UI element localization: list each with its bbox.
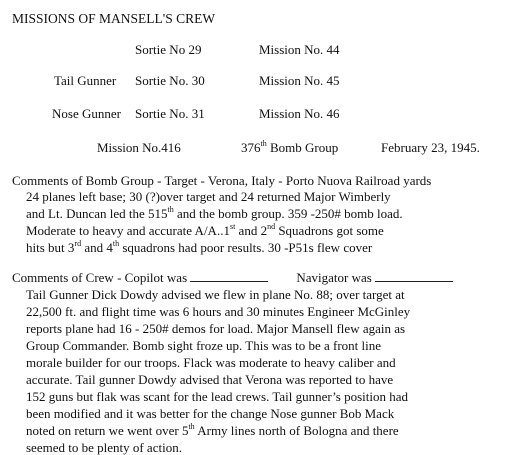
mission-45: Mission No. 45	[259, 73, 340, 88]
copilot-blank	[190, 281, 268, 282]
crew-line: morale builder for our troops. Flack was moderate to heavy caliber and	[26, 355, 396, 370]
role-nose-gunner: Nose Gunner	[52, 106, 121, 121]
sortie-30: Sortie No. 30	[135, 73, 205, 88]
mission-46: Mission No. 46	[259, 106, 340, 121]
crew-line: accurate. Tail gunner Dowdy advised that Verona was reported to have	[26, 372, 394, 387]
bomb-group-line: 24 planes left base; 30 (?)over target and 24 returned Major Wimberly	[26, 189, 391, 204]
navigator-blank	[375, 281, 453, 282]
crew-line: reports plane had 16 - 250# demos for load. Major Mansell flew again as	[26, 321, 406, 336]
page-title: MISSIONS OF MANSELL'S CREW	[12, 11, 216, 26]
bomb-group-line: Moderate to heavy and accurate A/A..1st and 2nd Squadrons got some	[26, 221, 384, 238]
sortie-29: Sortie No 29	[135, 42, 202, 57]
crew-line: Tail Gunner Dick Dowdy advised we flew in plane No. 88; over target at	[26, 287, 405, 302]
mission-44: Mission No. 44	[259, 42, 340, 57]
bomb-group-line: hits but 3rd and 4th squadrons had poor results. 30 -P51s flew cover	[26, 238, 373, 255]
bomb-group-heading: Comments of Bomb Group - Target - Verona, Italy - Porto Nuova Railroad yards	[12, 173, 432, 188]
crew-line: 22,500 ft. and flight time was 6 hours and 30 minutes Engineer McGinley	[26, 304, 411, 319]
bomb-group: 376th Bomb Group	[241, 138, 339, 155]
crew-line: noted on return we went over 5th Army lines north of Bologna and there	[26, 421, 399, 438]
bomb-group-line: and Lt. Duncan led the 515th and the bomb group. 359 -250# bomb load.	[26, 204, 403, 221]
crew-line: 152 guns but flak was scant for the lead crews. Tail gunner’s position had	[26, 389, 409, 404]
sortie-31: Sortie No. 31	[135, 106, 205, 121]
crew-heading: Comments of Crew - Copilot was Navigator was	[12, 270, 453, 285]
crew-line: seemed to be plenty of action.	[26, 440, 182, 455]
role-tail-gunner: Tail Gunner	[54, 73, 117, 88]
crew-line: Group Commander. Bomb sight froze up. This was to be a front line	[26, 338, 382, 353]
mission-date: February 23, 1945.	[381, 140, 480, 155]
mission-number: Mission No.416	[97, 140, 181, 155]
crew-line: been modified and it was better for the change Nose gunner Bob Mack	[26, 406, 395, 421]
